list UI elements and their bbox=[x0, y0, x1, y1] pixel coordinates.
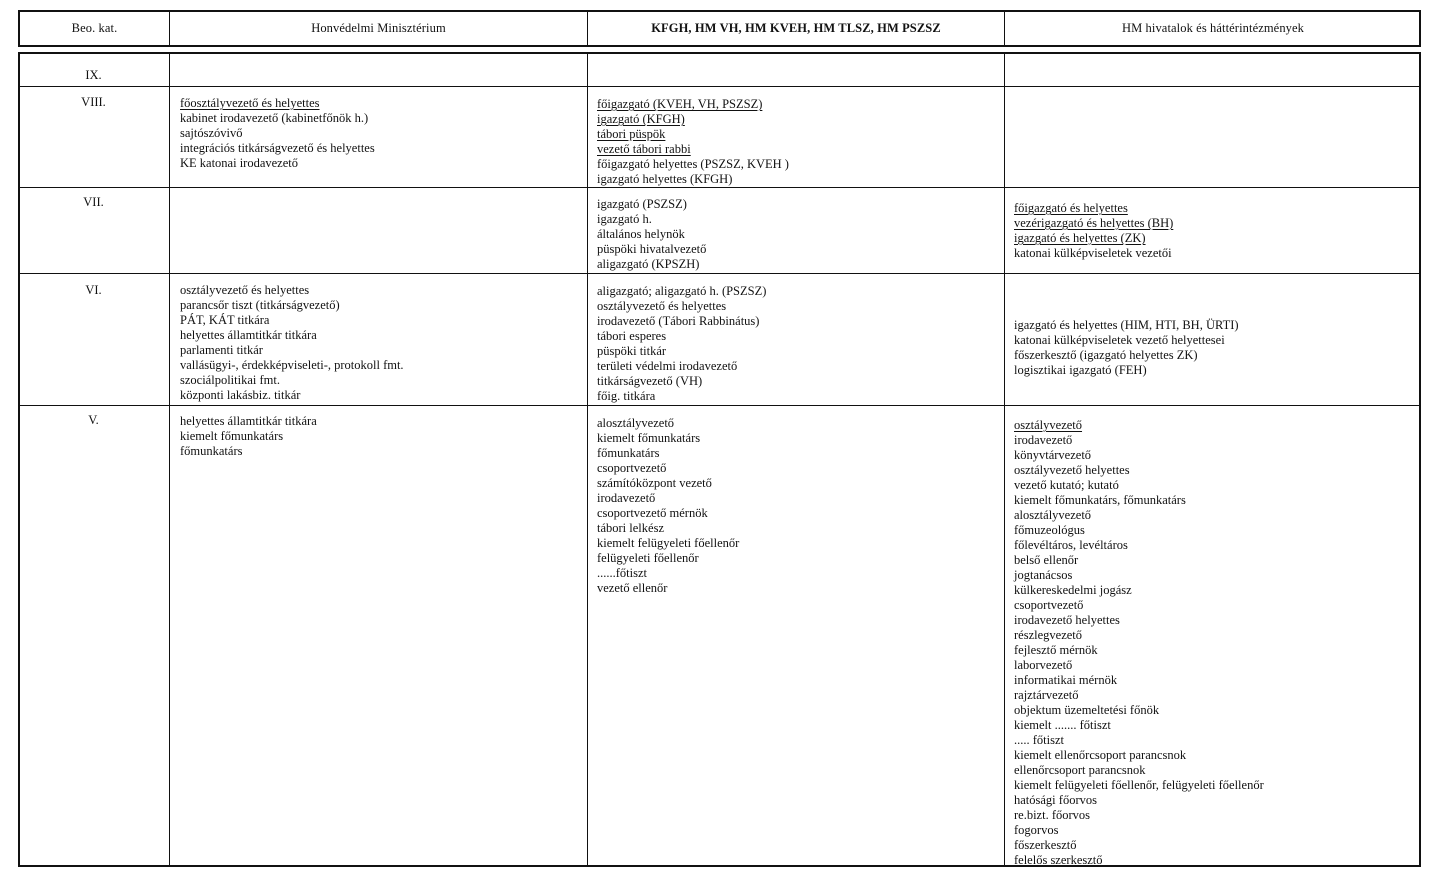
vii-kfgh-list bbox=[597, 197, 706, 272]
list-item: vallásügyi-, érdekképviseleti-, protokoll fmt. bbox=[180, 358, 404, 372]
list-item: aligazgató (KPSZH) bbox=[597, 257, 700, 271]
list-item: re.bizt. főorvos bbox=[1014, 808, 1091, 822]
list-item: hatósági főorvos bbox=[1014, 793, 1097, 807]
list-item: könyvtárvezető bbox=[1014, 448, 1092, 462]
cat-v: V. bbox=[88, 413, 99, 427]
v-kfgh-list bbox=[597, 416, 739, 596]
column-divider bbox=[169, 54, 170, 865]
list-item: igazgató (PSZSZ) bbox=[597, 197, 687, 211]
header-kfgh: KFGH, HM VH, HM KVEH, HM TLSZ, HM PSZSZ bbox=[651, 21, 941, 35]
list-item: ......főtiszt bbox=[597, 566, 647, 580]
list-item: főlevéltáros, levéltáros bbox=[1014, 538, 1128, 552]
vi-ministry-list bbox=[180, 283, 404, 403]
list-item: főmunkatárs bbox=[597, 446, 660, 460]
list-item: kabinet irodavezető (kabinetfőnök h.) bbox=[180, 111, 369, 125]
list-item: tábori lelkész bbox=[597, 521, 664, 535]
column-divider bbox=[1004, 54, 1005, 865]
list-item: vezérigazgató és helyettes (BH) bbox=[1014, 216, 1174, 230]
list-item: belső ellenőr bbox=[1014, 553, 1079, 567]
list-item: vezető kutató; kutató bbox=[1014, 478, 1119, 492]
list-item: igazgató és helyettes (ZK) bbox=[1014, 231, 1146, 245]
list-item: igazgató h. bbox=[597, 212, 652, 226]
list-item: parlamenti titkár bbox=[180, 343, 263, 357]
list-item: ellenőrcsoport parancsnok bbox=[1014, 763, 1146, 777]
body-table bbox=[18, 52, 1421, 867]
list-item: aligazgató; aligazgató h. (PSZSZ) bbox=[597, 284, 767, 298]
list-item: csoportvezető mérnök bbox=[597, 506, 708, 520]
list-item: kiemelt felügyeleti főellenőr bbox=[597, 536, 740, 550]
cat-vii: VII. bbox=[83, 195, 104, 209]
cat-ix: IX. bbox=[85, 68, 102, 82]
row-divider bbox=[20, 273, 1419, 274]
list-item: fejlesztő mérnök bbox=[1014, 643, 1098, 657]
list-item: fogorvos bbox=[1014, 823, 1059, 837]
list-item: osztályvezető bbox=[1014, 418, 1083, 432]
list-item: integrációs titkárságvezető és helyettes bbox=[180, 141, 375, 155]
list-item: irodavezető helyettes bbox=[1014, 613, 1120, 627]
list-item: kiemelt főmunkatárs, főmunkatárs bbox=[1014, 493, 1186, 507]
cat-viii: VIII. bbox=[81, 95, 106, 109]
list-item: kiemelt ....... főtiszt bbox=[1014, 718, 1111, 732]
list-item: csoportvezető bbox=[597, 461, 667, 475]
list-item: főigazgató helyettes (PSZSZ, KVEH ) bbox=[597, 157, 789, 171]
column-divider bbox=[587, 54, 588, 865]
list-item: tábori esperes bbox=[597, 329, 667, 343]
list-item: püspöki titkár bbox=[597, 344, 667, 358]
list-item: igazgató és helyettes (HIM, HTI, BH, ÜRTI) bbox=[1014, 318, 1239, 332]
list-item: részlegvezető bbox=[1014, 628, 1083, 642]
list-item: vezető ellenőr bbox=[597, 581, 668, 595]
list-item: püspöki hivatalvezető bbox=[597, 242, 707, 256]
list-item: osztályvezető és helyettes bbox=[180, 283, 310, 297]
list-item: katonai külképviseletek vezető helyettesei bbox=[1014, 333, 1225, 347]
vi-kfgh-list bbox=[597, 284, 766, 404]
list-item: irodavezető (Tábori Rabbinátus) bbox=[597, 314, 760, 328]
list-item: alosztályvezető bbox=[1014, 508, 1092, 522]
list-item: igazgató (KFGH) bbox=[597, 112, 685, 126]
list-item: irodavezető bbox=[597, 491, 656, 505]
cat-vi: VI. bbox=[85, 283, 102, 297]
list-item: helyettes államtitkár titkára bbox=[180, 328, 317, 342]
header-offices: HM hivatalok és háttérintézmények bbox=[1121, 21, 1305, 35]
list-item: kiemelt főmunkatárs bbox=[180, 429, 284, 443]
header-table bbox=[18, 10, 1421, 47]
list-item: számítóközpont vezető bbox=[597, 476, 712, 490]
list-item: kiemelt ellenőrcsoport parancsnok bbox=[1014, 748, 1187, 762]
list-item: titkárságvezető (VH) bbox=[597, 374, 703, 388]
list-item: tábori püspök bbox=[597, 127, 666, 141]
list-item: főigazgató és helyettes bbox=[1014, 201, 1128, 215]
list-item: főszerkesztő (igazgató helyettes ZK) bbox=[1014, 348, 1198, 362]
list-item: sajtószóvivő bbox=[180, 126, 243, 140]
list-item: igazgató helyettes (KFGH) bbox=[597, 172, 733, 186]
row-divider bbox=[20, 187, 1419, 188]
list-item: jogtanácsos bbox=[1014, 568, 1073, 582]
list-item: laborvezető bbox=[1014, 658, 1073, 672]
list-item: rajztárvezető bbox=[1014, 688, 1079, 702]
list-item: alosztályvezető bbox=[597, 416, 675, 430]
viii-kfgh-list bbox=[597, 97, 789, 187]
list-item: vezető tábori rabbi bbox=[597, 142, 691, 156]
list-item: szociálpolitikai fmt. bbox=[180, 373, 280, 387]
list-item: kiemelt főmunkatárs bbox=[597, 431, 701, 445]
list-item: főmuzeológus bbox=[1014, 523, 1085, 537]
list-item: főmunkatárs bbox=[180, 444, 243, 458]
vii-offices-list bbox=[1014, 201, 1173, 261]
list-item: központi lakásbiz. titkár bbox=[180, 388, 301, 402]
row-divider bbox=[20, 86, 1419, 87]
header-cat: Beo. kat. bbox=[71, 21, 118, 35]
list-item: irodavezető bbox=[1014, 433, 1073, 447]
v-ministry-list bbox=[180, 414, 317, 459]
list-item: főszerkesztő bbox=[1014, 838, 1077, 852]
v-offices-list bbox=[1014, 418, 1264, 868]
list-item: objektum üzemeltetési főnök bbox=[1014, 703, 1160, 717]
list-item: parancsőr tiszt (titkárságvezető) bbox=[180, 298, 340, 312]
viii-ministry-list bbox=[180, 96, 375, 171]
list-item: KE katonai irodavezető bbox=[180, 156, 299, 170]
list-item: területi védelmi irodavezető bbox=[597, 359, 738, 373]
list-item: általános helynök bbox=[597, 227, 685, 241]
vi-offices-list bbox=[1014, 318, 1239, 378]
list-item: logisztikai igazgató (FEH) bbox=[1014, 363, 1147, 377]
list-item: külkereskedelmi jogász bbox=[1014, 583, 1132, 597]
list-item: osztályvezető és helyettes bbox=[597, 299, 727, 313]
list-item: főig. titkára bbox=[597, 389, 656, 403]
list-item: főigazgató (KVEH, VH, PSZSZ) bbox=[597, 97, 763, 111]
list-item: csoportvezető bbox=[1014, 598, 1084, 612]
list-item: ..... főtiszt bbox=[1014, 733, 1064, 747]
list-item: osztályvezető helyettes bbox=[1014, 463, 1130, 477]
row-divider bbox=[20, 405, 1419, 406]
list-item: PÁT, KÁT titkára bbox=[180, 313, 270, 327]
list-item: helyettes államtitkár titkára bbox=[180, 414, 317, 428]
list-item: informatikai mérnök bbox=[1014, 673, 1118, 687]
list-item: kiemelt felügyeleti főellenőr, felügyeleti főellenőr bbox=[1014, 778, 1264, 792]
list-item: katonai külképviseletek vezetői bbox=[1014, 246, 1172, 260]
list-item: főosztályvezető és helyettes bbox=[180, 96, 320, 110]
list-item: felügyeleti főellenőr bbox=[597, 551, 699, 565]
header-ministry: Honvédelmi Minisztérium bbox=[311, 21, 446, 35]
list-item: felelős szerkesztő bbox=[1014, 853, 1103, 867]
